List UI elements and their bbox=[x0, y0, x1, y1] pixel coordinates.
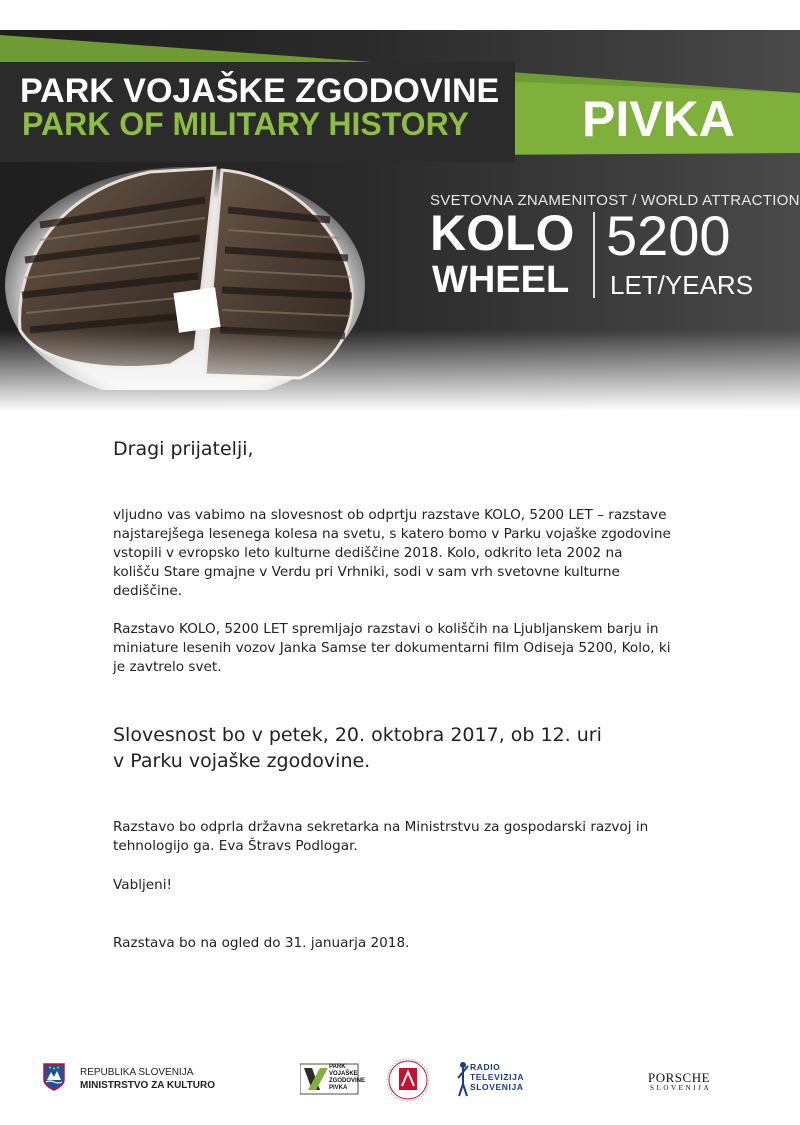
footer-logos bbox=[0, 1050, 800, 1110]
park-logo-text bbox=[329, 1064, 365, 1092]
rtv-line2: TELEVIZIJA bbox=[470, 1072, 525, 1082]
ministry-culture: MINISTRSTVO ZA KULTURO bbox=[80, 1080, 215, 1091]
title-divider bbox=[593, 212, 595, 298]
rtv-figure-icon bbox=[456, 1060, 470, 1100]
age-label: LET/YEARS bbox=[610, 270, 754, 300]
park-logo-line4: PIVKA bbox=[329, 1085, 348, 1091]
park-title-english: PARK OF MILITARY HISTORY bbox=[22, 106, 469, 142]
rtv-line3: SLOVENIJA bbox=[470, 1082, 524, 1092]
rtv-line1: RADIO bbox=[470, 1062, 501, 1072]
exhibition-duration-line: Razstava bo na ogled do 31. januarja 2018. bbox=[113, 935, 410, 951]
ministry-republic: REPUBLIKA SLOVENIJA bbox=[80, 1067, 194, 1078]
porsche-logo: PORSCHE bbox=[648, 1070, 711, 1085]
slovenia-coat-of-arms-icon bbox=[42, 1062, 66, 1092]
rtv-name bbox=[470, 1062, 524, 1092]
header-banner bbox=[0, 0, 800, 420]
museum-seal-icon bbox=[386, 1058, 434, 1102]
exhibit-name-english: WHEEL bbox=[432, 259, 570, 301]
park-title-slovene: PARK VOJAŠKE ZGODOVINE bbox=[20, 72, 500, 110]
ministry-name bbox=[80, 1066, 215, 1092]
park-logo-line3: ZGODOVINE bbox=[329, 1078, 366, 1084]
letter-greeting: Dragi prijatelji, bbox=[113, 438, 254, 460]
park-logo-line1: PARK bbox=[329, 1064, 346, 1070]
closing-line: Vabljeni! bbox=[113, 877, 172, 893]
event-venue-line: v Parku vojaške zgodovine. bbox=[113, 750, 371, 772]
opening-speaker-paragraph: Razstavo bo odprla državna sekretarka na Ministrstvu za gospodarski razvoj in tehnologijo ga. Eva Štravs Podlogar. bbox=[113, 819, 649, 854]
exhibitions-paragraph: Razstavo KOLO, 5200 LET spremljajo razstavi o koliščih na Ljubljanskem barju in miniature lesenih vozov Janka Samse ter dokumentarni film Odiseja 5200, Kolo, ki je zavtrelo svet. bbox=[113, 621, 671, 675]
invitation-paragraph: vljudno vas vabimo na slovesnost ob odprtju razstave KOLO, 5200 LET – razstave najstarejšega lesenega kolesa na svetu, s katero bomo v Parku vojaške zgodovine vstopili v evropsko leto kulturne dediščine 2018. Kolo, odkrito leta 2002 na kolišču Stare gmajne v Verdu pri Vrhniki, sodi v sam vrh svetovne kulturne dediščine. bbox=[113, 507, 671, 599]
age-number: 5200 bbox=[606, 204, 731, 267]
porsche-country: SLOVENIJA bbox=[650, 1084, 712, 1092]
location-title: PIVKA bbox=[582, 91, 735, 147]
attraction-subtitle: SVETOVNA ZNAMENITOST / WORLD ATTRACTION bbox=[430, 192, 800, 209]
event-details bbox=[113, 722, 713, 774]
park-logo-line2: VOJAŠKE bbox=[329, 1071, 358, 1077]
event-date-line: Slovesnost bo v petek, 20. oktobra 2017, ob 12. uri bbox=[113, 724, 602, 746]
exhibit-name-slovene: KOLO bbox=[430, 205, 575, 261]
banner-fade bbox=[0, 330, 800, 420]
